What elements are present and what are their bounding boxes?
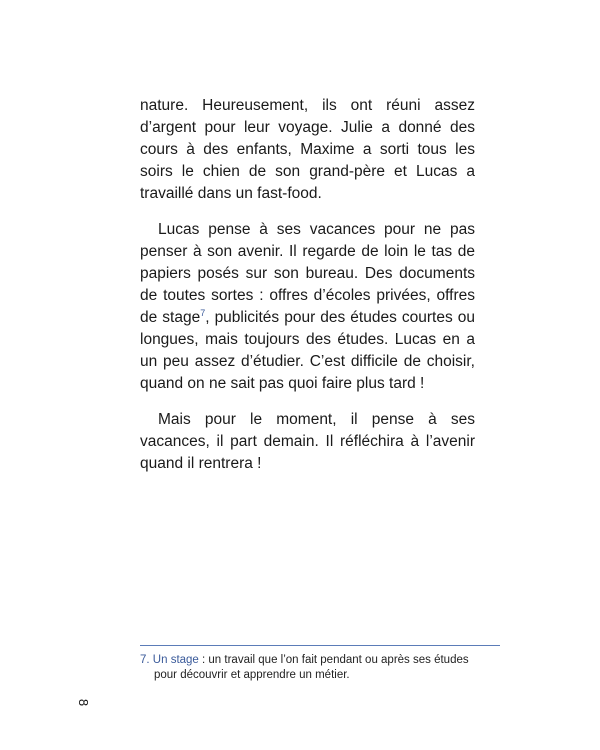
footnote-definition-line2: pour découvrir et apprendre un métier. [154, 669, 350, 681]
paragraph-2-text-end: , publicités pour des études courtes ou longues, mais toujours des études. Lucas en a un peu assez d’étudier. C’est difficile de choisir, quand on ne sait pas quoi faire plus tard ! [140, 309, 475, 392]
footnote-number: 7. [140, 654, 150, 666]
footnote-divider [140, 645, 500, 646]
footnote-term: Un stage [152, 654, 199, 666]
footnote-reference: 7 [200, 307, 206, 318]
page-number: 8 [76, 698, 92, 707]
paragraph-3 [140, 409, 475, 475]
footnote [140, 653, 500, 683]
paragraph-2 [140, 219, 475, 395]
footnote-definition-line1: : un travail que l’on fait pendant ou après ses études [198, 654, 469, 666]
paragraph-1 [140, 95, 475, 205]
paragraph-1-text: nature. Heureusement, ils ont réuni assez d’argent pour leur voyage. Julie a donné des cours à des enfants, Maxime a sorti tous les soirs le chien de son grand-père et Lucas a travaillé dans un fast-food. [140, 97, 475, 202]
paragraph-3-text: Mais pour le moment, il pense à ses vacances, il part demain. Il réfléchira à l’avenir quand il rentrera ! [140, 411, 475, 472]
main-text [140, 95, 475, 489]
paragraph-2-text-start: Lucas pense à ses vacances pour ne pas penser à son avenir. Il regarde de loin le tas de papiers posés sur son bureau. Des documents de toutes sortes : offres d’écoles privées, offres de stage [140, 221, 475, 326]
